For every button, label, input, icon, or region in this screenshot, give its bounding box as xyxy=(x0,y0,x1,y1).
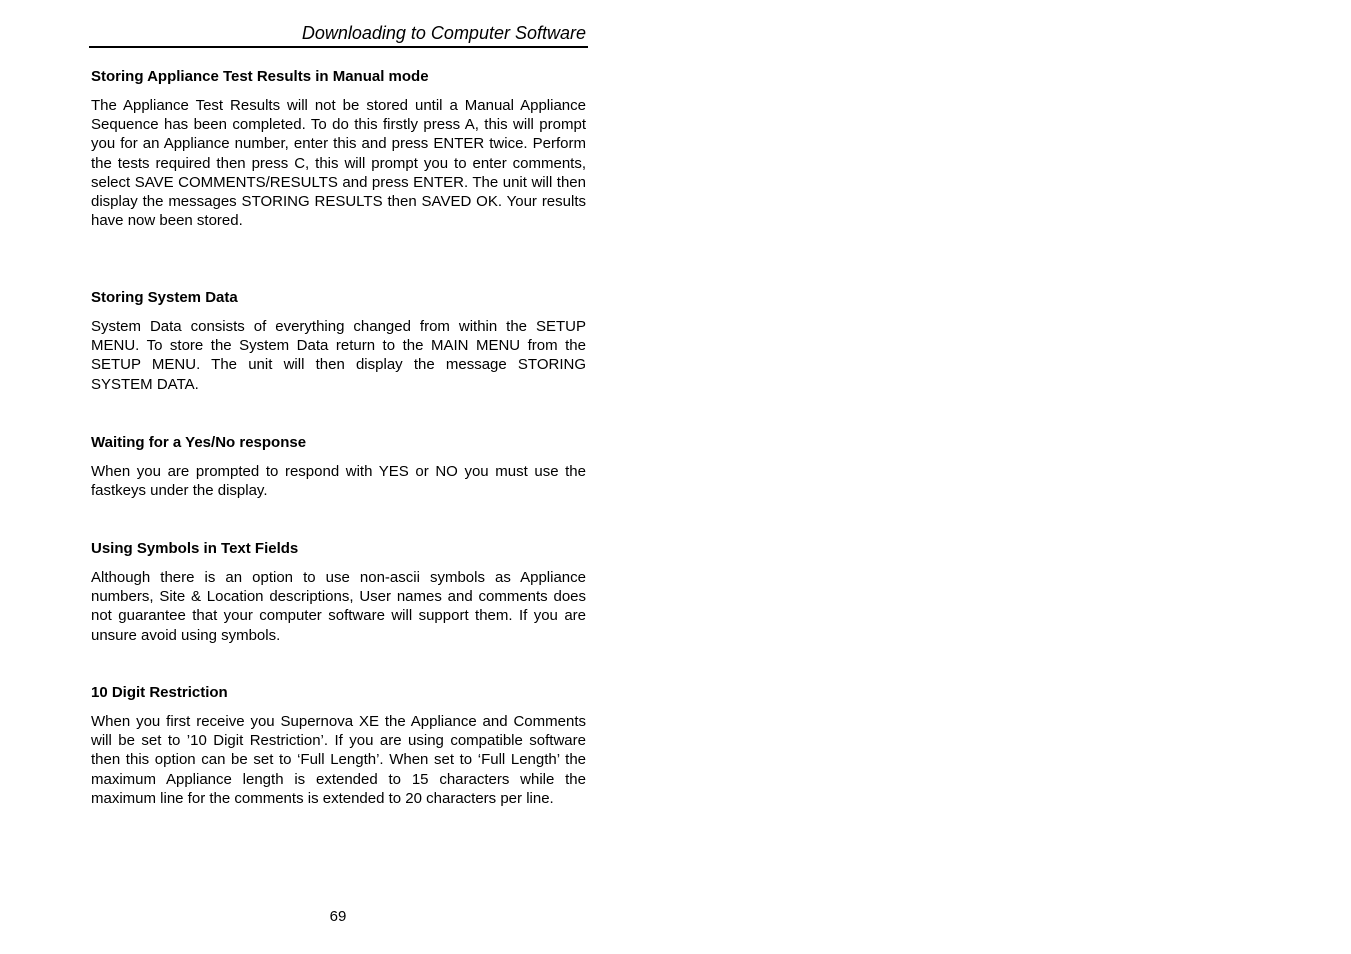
section-body: When you are prompted to respond with YES or NO you must use the fastkeys under the display. xyxy=(91,463,586,500)
section-heading: Waiting for a Yes/No response xyxy=(91,434,307,451)
section-heading: 10 Digit Restriction xyxy=(91,684,228,701)
section-storing-appliance-test-results xyxy=(91,67,586,230)
section-body: Although there is an option to use non-ascii symbols as Appliance numbers, Site & Location descriptions, User names and comments does not guarantee that your computer software will support them. If you are unsure avoid using symbols. xyxy=(91,569,586,644)
section-heading: Using Symbols in Text Fields xyxy=(91,540,299,557)
page-number: 69 xyxy=(329,908,347,925)
section-10-digit-restriction xyxy=(91,683,586,808)
section-body: The Appliance Test Results will not be stored until a Manual Appliance Sequence has been completed. To do this firstly press A, this will prompt you for an Appliance number, enter this and press ENTER twice. Perform the tests required then press C, this will prompt you to enter comments, select SAVE COMMENTS/RESULTS and press ENTER. The unit will then display the messages STORING RESULTS then SAVED OK. Your results have now been stored. xyxy=(91,97,586,230)
section-using-symbols-in-text-fields xyxy=(91,539,586,645)
section-heading: Storing Appliance Test Results in Manual mode xyxy=(91,68,429,85)
section-storing-system-data xyxy=(91,288,586,394)
section-body: System Data consists of everything changed from within the SETUP MENU. To store the System Data return to the MAIN MENU from the SETUP MENU. The unit will then display the message STORING SYSTEM DATA. xyxy=(91,318,586,393)
section-body: When you first receive you Supernova XE the Appliance and Comments will be set to ’10 Digit Restriction’. If you are using compatible software then this option can be set to ‘Full Length’. When set to ‘Full Length’ the maximum Appliance length is extended to 15 characters while the maximum line for the comments is extended to 20 characters per line. xyxy=(91,713,586,807)
section-waiting-yes-no-response xyxy=(91,433,586,500)
page-header-title: Downloading to Computer Software xyxy=(301,23,586,43)
page-header xyxy=(89,22,588,48)
section-heading: Storing System Data xyxy=(91,289,238,306)
